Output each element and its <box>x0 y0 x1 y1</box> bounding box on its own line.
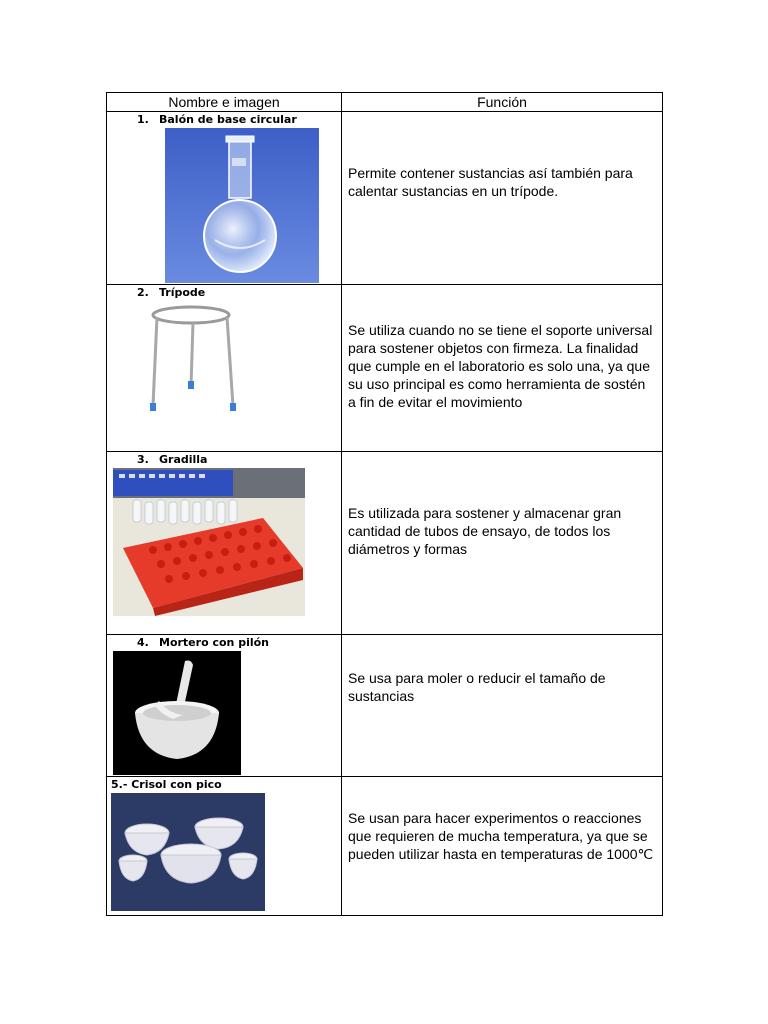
item-name <box>107 112 341 128</box>
name-image-cell <box>107 635 342 777</box>
function-cell <box>342 452 663 635</box>
table-row <box>107 777 663 916</box>
item-label: Balón de base circular <box>159 113 297 126</box>
function-text: Se usan para hacer experimentos o reacciones que requieren de mucha temperatura, ya que se pueden utilizar hasta en temperaturas de 1000℃ <box>348 810 654 862</box>
round-bottom-flask-image <box>165 128 341 283</box>
item-label: Mortero con pilón <box>159 636 269 649</box>
function-cell <box>342 112 663 285</box>
table-header-row <box>107 93 663 112</box>
table-row <box>107 112 663 285</box>
tripod-stand-image <box>143 301 341 421</box>
item-number: 2. <box>137 286 149 299</box>
header-function: Función <box>342 93 663 112</box>
crucibles-with-spout-image <box>111 793 341 911</box>
item-number: 1. <box>137 113 149 126</box>
item-label: 5.- Crisol con pico <box>111 778 222 791</box>
name-image-cell <box>107 285 342 452</box>
name-image-cell <box>107 452 342 635</box>
name-image-cell <box>107 777 342 916</box>
function-cell <box>342 285 663 452</box>
item-label: Gradilla <box>159 453 208 466</box>
function-text: Permite contener sustancias así también para calentar sustancias en un trípode. <box>348 165 633 199</box>
header-name-image: Nombre e imagen <box>107 93 342 112</box>
function-cell <box>342 777 663 916</box>
item-name <box>107 635 341 651</box>
function-text: Es utilizada para sostener y almacenar gran cantidad de tubos de ensayo, de todos los diámetros y formas <box>348 505 622 557</box>
function-text: Se utiliza cuando no se tiene el soporte universal para sostener objetos con firmeza. La finalidad que cumple en el laboratorio es solo una, ya que su uso principal es como herramienta de sostén a fin de evitar el movimiento <box>348 322 653 410</box>
lab-equipment-table <box>106 92 663 916</box>
item-name <box>107 285 341 301</box>
function-text: Se usa para moler o reducir el tamaño de sustancias <box>348 670 606 704</box>
name-image-cell <box>107 112 342 285</box>
item-name <box>107 452 341 468</box>
item-label: Trípode <box>159 286 206 299</box>
mortar-and-pestle-image <box>113 651 341 775</box>
item-name <box>107 777 341 793</box>
table-row <box>107 452 663 635</box>
test-tube-rack-image <box>113 468 341 616</box>
table-row <box>107 285 663 452</box>
item-number: 3. <box>137 453 149 466</box>
item-number: 4. <box>137 636 149 649</box>
table-row <box>107 635 663 777</box>
function-cell <box>342 635 663 777</box>
